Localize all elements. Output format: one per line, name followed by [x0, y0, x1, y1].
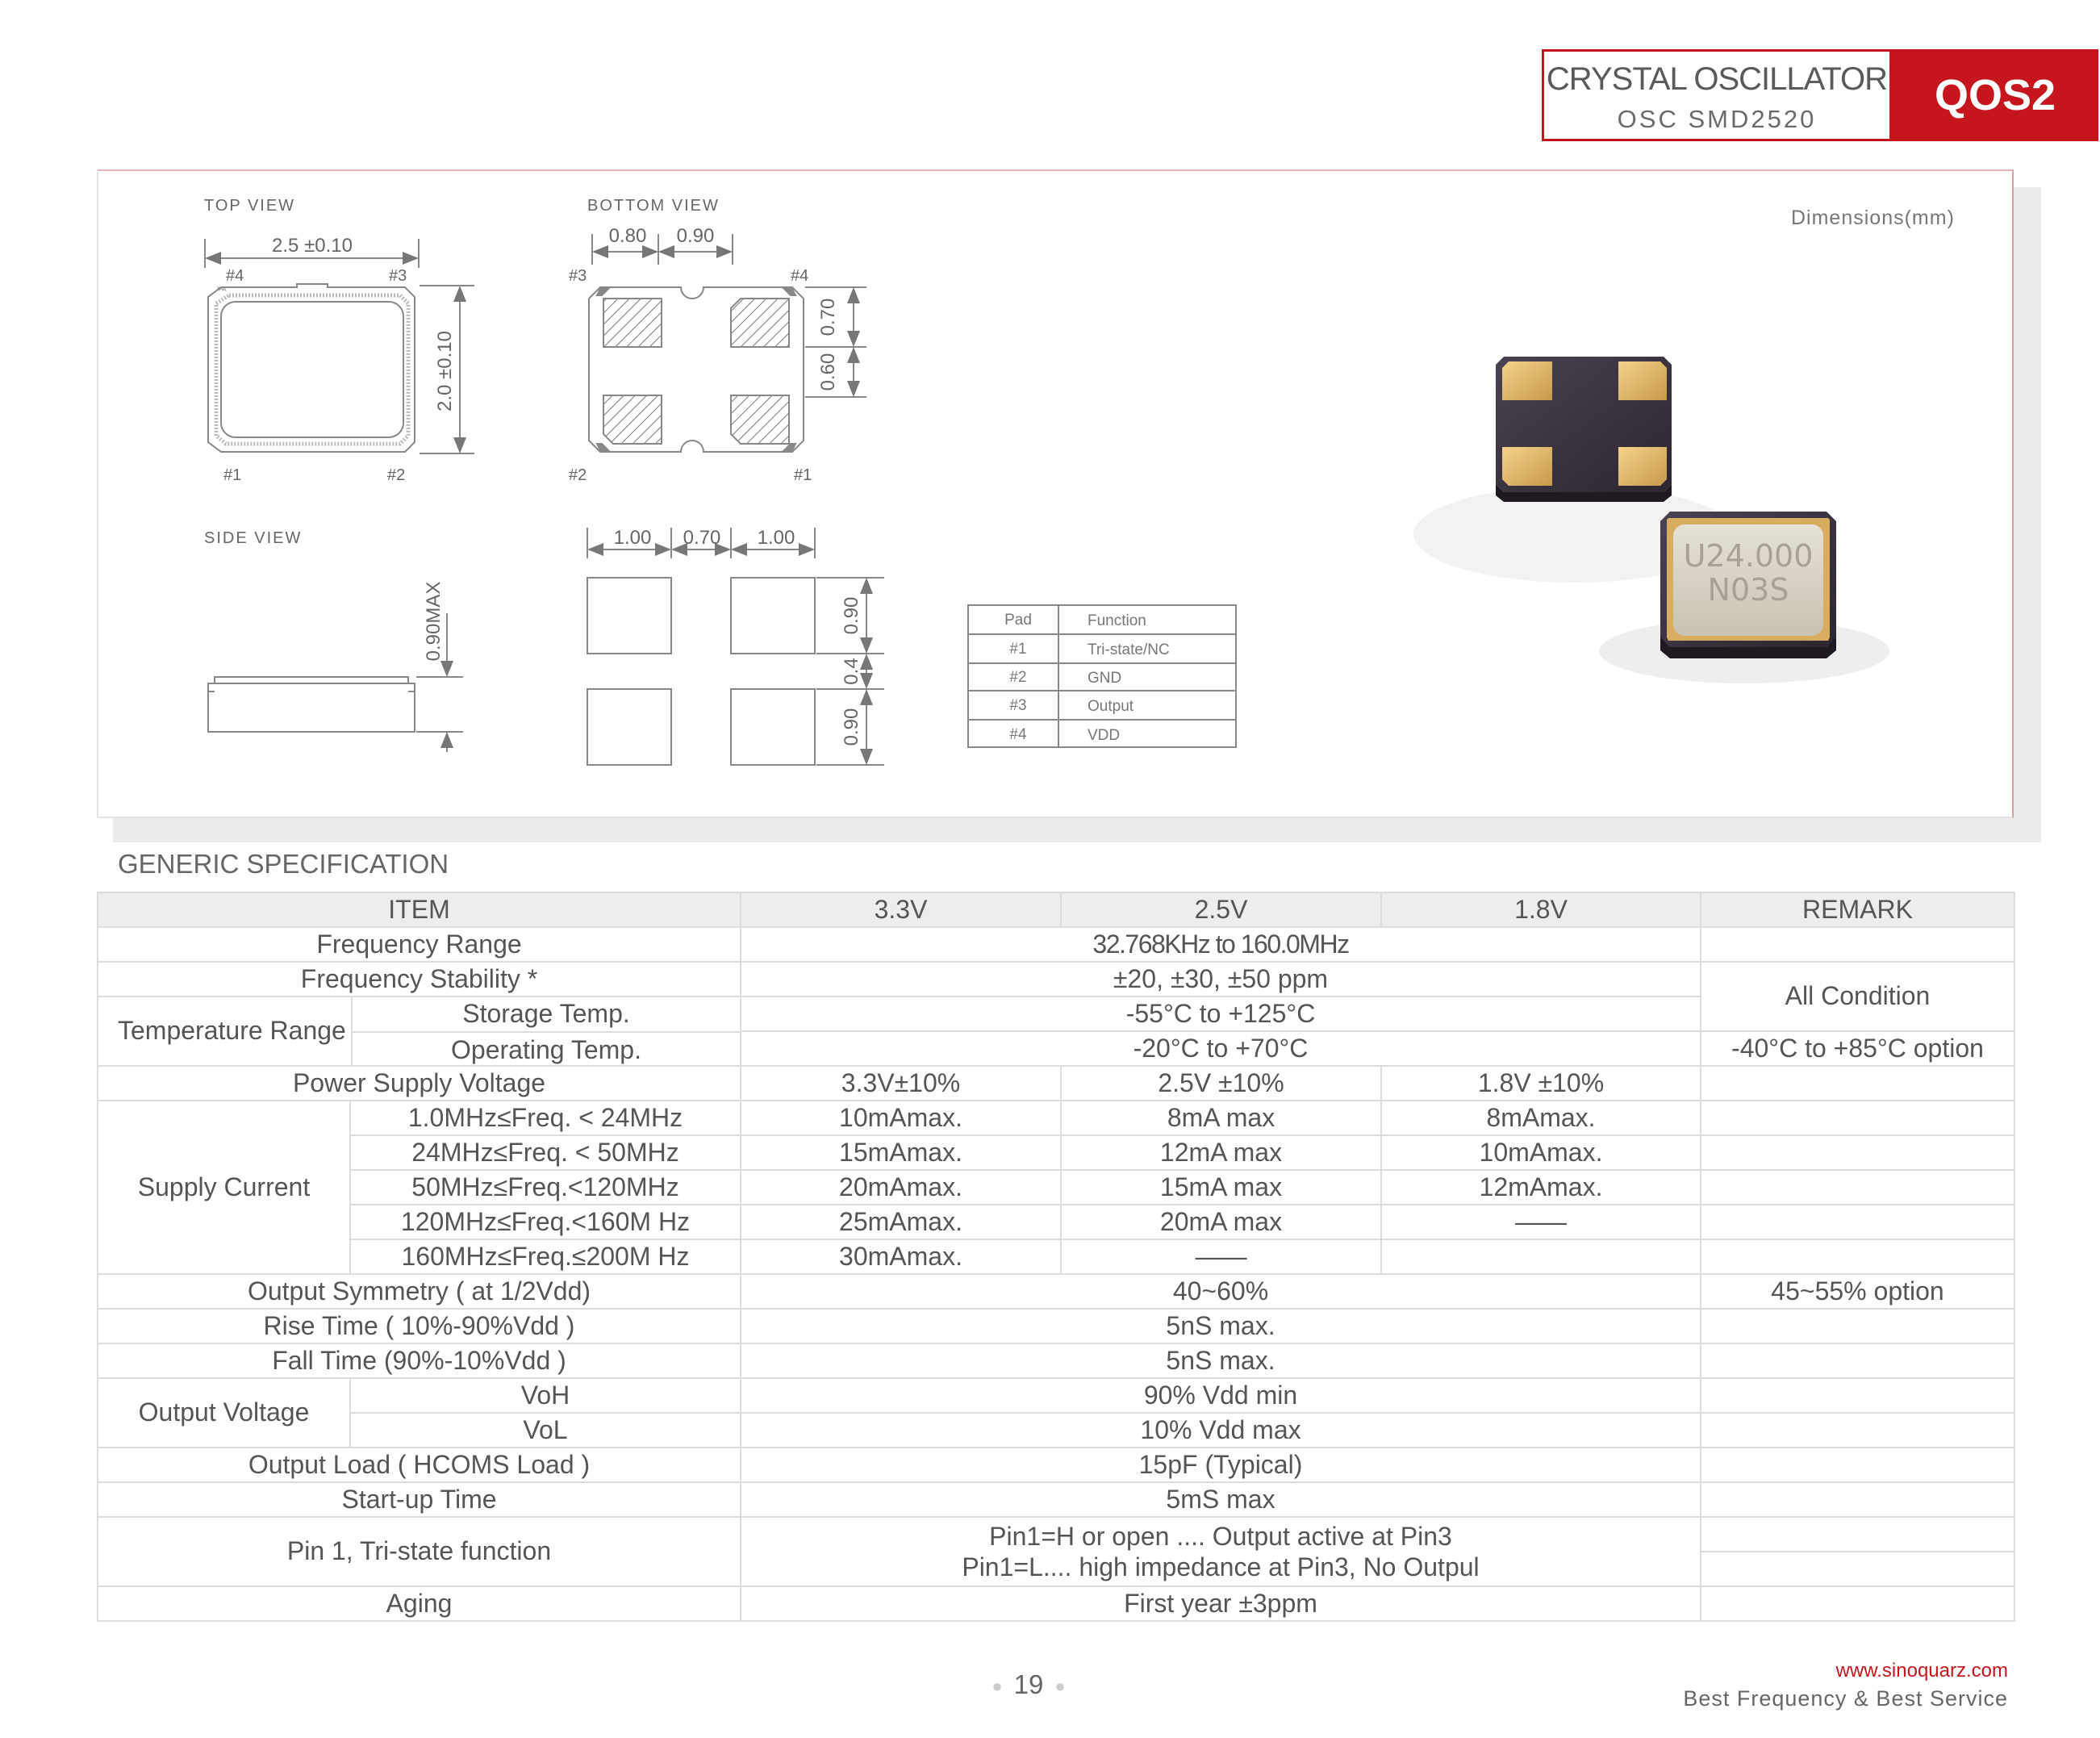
current-1-2v5: 8mA max: [1061, 1101, 1381, 1135]
remark-cell: [1701, 1482, 2014, 1517]
table-row: [98, 1101, 2014, 1135]
table-row: [98, 1066, 2014, 1101]
company-slogan: Best Frequency & Best Service: [1683, 1686, 2008, 1711]
vol-label: VoL: [350, 1413, 741, 1448]
symmetry-value: 40~60%: [741, 1274, 1701, 1309]
fall-time-label: Fall Time (90%-10%Vdd ): [98, 1343, 741, 1378]
temp-range-text: Temperature Range: [118, 1016, 346, 1046]
current-4-3v3: 25mAmax.: [741, 1205, 1061, 1239]
supply-current-label: Supply Current: [98, 1101, 350, 1274]
dimension-drawing-panel: [97, 169, 2014, 818]
operating-temp-label: Operating Temp.: [451, 1035, 641, 1064]
storage-temp-value: -55°C to +125°C: [741, 996, 1701, 1031]
header-3v3: 3.3V: [741, 892, 1061, 927]
aging-label: Aging: [98, 1586, 741, 1621]
psv-2v5: 2.5V ±10%: [1061, 1066, 1381, 1101]
current-range-3: 50MHz≤Freq.<120MHz: [350, 1170, 741, 1205]
side-height-dim: 0.90MAX: [423, 581, 445, 662]
pad-table-row3-function: Output: [1088, 698, 1134, 715]
top-pin-1: #1: [223, 466, 242, 484]
spec-table: [97, 892, 2015, 1622]
startup-time-label: Start-up Time: [98, 1482, 741, 1517]
freq-stab-value: ±20, ±30, ±50 ppm: [741, 962, 1701, 996]
pad-vgap-dim: 0.4: [841, 658, 862, 685]
current-3-3v3: 20mAmax.: [741, 1170, 1061, 1205]
remark-cell: [1701, 1378, 2014, 1413]
bottom-height-dim-2: 0.60: [817, 353, 839, 391]
current-5-1v8: [1381, 1239, 1701, 1274]
header-item: ITEM: [98, 892, 741, 927]
current-3-2v5: 15mA max: [1061, 1170, 1381, 1205]
remark-cell: [1701, 1205, 2014, 1239]
page-dot-left: ●: [992, 1676, 1003, 1697]
pad-table-row1-function: Tri-state/NC: [1088, 641, 1170, 658]
pad-table-row2-function: GND: [1088, 670, 1122, 687]
table-row: [98, 1378, 2014, 1413]
table-row: [98, 962, 2014, 996]
remark-cell: [1701, 1309, 2014, 1343]
top-pin-2: #2: [387, 466, 406, 484]
product-category: CRYSTAL OSCILLATOR: [1546, 61, 1888, 97]
top-height-dim: 2.0 ±0.10: [434, 331, 456, 412]
current-4-2v5: 20mA max: [1061, 1205, 1381, 1239]
pad-width-dim-2: 1.00: [757, 527, 795, 549]
spec-section-title: GENERIC SPECIFICATION: [118, 849, 449, 879]
land-pattern-drawing: [587, 528, 884, 765]
pad-table-row4-pad: #4: [1009, 726, 1027, 743]
table-row: [98, 1413, 2014, 1448]
pad-table-row1-pad: #1: [1009, 641, 1027, 658]
pad-table-header-function: Function: [1088, 612, 1146, 629]
remark-cell: [1701, 1343, 2014, 1378]
freq-stab-remark: All Condition: [1701, 962, 2014, 1031]
current-3-1v8: 12mAmax.: [1381, 1170, 1701, 1205]
product-header: [1542, 49, 2098, 141]
bottom-pin-1: #1: [794, 466, 812, 484]
current-range-2: 24MHz≤Freq. < 50MHz: [350, 1135, 741, 1170]
page-dot-right: ●: [1054, 1676, 1066, 1697]
bottom-pin-4: #4: [791, 267, 809, 285]
current-1-3v3: 10mAmax.: [741, 1101, 1061, 1135]
current-range-4: 120MHz≤Freq.<160M Hz: [350, 1205, 741, 1239]
fall-time-value: 5nS max.: [741, 1343, 1701, 1378]
spec-header-row: [98, 892, 2014, 927]
voh-value: 90% Vdd min: [741, 1378, 1701, 1413]
current-5-2v5: ——: [1061, 1239, 1381, 1274]
product-package: OSC SMD2520: [1617, 105, 1817, 133]
remark-cell: [1701, 1413, 2014, 1448]
current-1-1v8: 8mAmax.: [1381, 1101, 1701, 1135]
remark-cell: [1701, 1552, 2014, 1586]
output-voltage-label: Output Voltage: [98, 1378, 350, 1448]
psv-label: Power Supply Voltage: [98, 1066, 741, 1101]
tristate-label: Pin 1, Tri-state function: [98, 1517, 741, 1586]
rise-time-label: Rise Time ( 10%-90%Vdd ): [98, 1309, 741, 1343]
current-range-1: 1.0MHz≤Freq. < 24MHz: [350, 1101, 741, 1135]
remark-cell: [1701, 1586, 2014, 1621]
product-photo: [1413, 357, 1889, 683]
table-row: [98, 1517, 2014, 1552]
current-2-2v5: 12mA max: [1061, 1135, 1381, 1170]
page-number: [952, 1669, 1105, 1700]
bottom-view-title: BOTTOM VIEW: [587, 197, 720, 215]
pad-table-row3-pad: #3: [1009, 697, 1027, 714]
bottom-width-dim-1: 0.80: [608, 225, 647, 247]
startup-time-value: 5mS max: [741, 1482, 1701, 1517]
symmetry-label: Output Symmetry ( at 1/2Vdd): [98, 1274, 741, 1309]
storage-temp-label: Storage Temp.: [462, 999, 630, 1028]
remark-cell: [1701, 1066, 2014, 1101]
top-width-dim: 2.5 ±0.10: [272, 235, 353, 257]
operating-temp-remark: -40°C to +85°C option: [1701, 1031, 2014, 1066]
operating-temp-value: -20°C to +70°C: [741, 1031, 1701, 1066]
table-row: [98, 1448, 2014, 1482]
tristate-line-1: Pin1=H or open .... Output active at Pin3: [989, 1522, 1452, 1551]
bottom-pin-3: #3: [569, 267, 587, 285]
rise-time-value: 5nS max.: [741, 1309, 1701, 1343]
bottom-width-dim-2: 0.90: [676, 225, 715, 247]
current-2-1v8: 10mAmax.: [1381, 1135, 1701, 1170]
pad-table-row4-function: VDD: [1088, 727, 1121, 744]
marking-line-1: U24.000: [1683, 538, 1814, 574]
remark-cell: [1701, 927, 2014, 962]
remark-cell: [1701, 1135, 2014, 1170]
header-1v8: 1.8V: [1381, 892, 1701, 927]
freq-range-value: 32.768KHz to 160.0MHz: [741, 927, 1701, 962]
top-pin-4: #4: [226, 267, 244, 285]
bottom-view-drawing: [589, 234, 866, 452]
pad-height-dim-2: 0.90: [841, 708, 862, 746]
remark-cell: [1701, 1170, 2014, 1205]
table-row: [98, 1482, 2014, 1517]
freq-stab-label: Frequency Stability *: [98, 962, 741, 996]
pad-height-dim-1: 0.90: [841, 596, 862, 635]
output-load-value: 15pF (Typical): [741, 1448, 1701, 1482]
table-row: [98, 1239, 2014, 1274]
product-title-box: [1542, 49, 1892, 141]
remark-cell: [1701, 1517, 2014, 1552]
top-pin-3: #3: [389, 267, 407, 285]
table-row: [98, 1205, 2014, 1239]
remark-cell: [1701, 1448, 2014, 1482]
current-5-3v3: 30mAmax.: [741, 1239, 1061, 1274]
output-load-label: Output Load ( HCOMS Load ): [98, 1448, 741, 1482]
current-4-1v8: ——: [1381, 1205, 1701, 1239]
pad-table-row2-pad: #2: [1009, 669, 1027, 686]
temp-range-label: [98, 996, 741, 1066]
dimensions-unit-note: Dimensions(mm): [1791, 207, 1955, 229]
current-range-5: 160MHz≤Freq.≤200M Hz: [350, 1239, 741, 1274]
vol-value: 10% Vdd max: [741, 1413, 1701, 1448]
freq-range-label: Frequency Range: [98, 927, 741, 962]
symmetry-remark: 45~55% option: [1701, 1274, 2014, 1309]
table-row: [98, 1343, 2014, 1378]
side-view-title: SIDE VIEW: [204, 529, 303, 547]
aging-value: First year ±3ppm: [741, 1586, 1701, 1621]
table-row: [98, 1586, 2014, 1621]
table-row: [98, 1170, 2014, 1205]
pad-width-dim-1: 1.00: [613, 527, 652, 549]
top-view-title: TOP VIEW: [204, 197, 296, 215]
dimension-drawing: [98, 171, 2015, 820]
pad-gap-dim: 0.70: [683, 527, 721, 549]
marking-line-2: N03S: [1707, 572, 1789, 608]
page-number-text: 19: [1013, 1669, 1044, 1699]
psv-3v3: 3.3V±10%: [741, 1066, 1061, 1101]
remark-cell: [1701, 1101, 2014, 1135]
product-model: QOS2: [1892, 49, 2098, 141]
bottom-height-dim-1: 0.70: [817, 298, 839, 336]
current-2-3v3: 15mAmax.: [741, 1135, 1061, 1170]
table-row: [98, 1135, 2014, 1170]
tristate-value: [741, 1517, 1701, 1586]
voh-label: VoH: [350, 1378, 741, 1413]
header-remark: REMARK: [1701, 892, 2014, 927]
bottom-pin-2: #2: [569, 466, 587, 484]
table-row: [98, 1309, 2014, 1343]
header-2v5: 2.5V: [1061, 892, 1381, 927]
website-link[interactable]: www.sinoquarz.com: [1835, 1660, 2008, 1682]
table-row: [98, 1274, 2014, 1309]
tristate-line-2: Pin1=L.... high impedance at Pin3, No Outpul: [962, 1552, 1480, 1581]
psv-1v8: 1.8V ±10%: [1381, 1066, 1701, 1101]
table-row: [98, 927, 2014, 962]
pad-table-header-pad: Pad: [1004, 612, 1032, 629]
remark-cell: [1701, 1239, 2014, 1274]
